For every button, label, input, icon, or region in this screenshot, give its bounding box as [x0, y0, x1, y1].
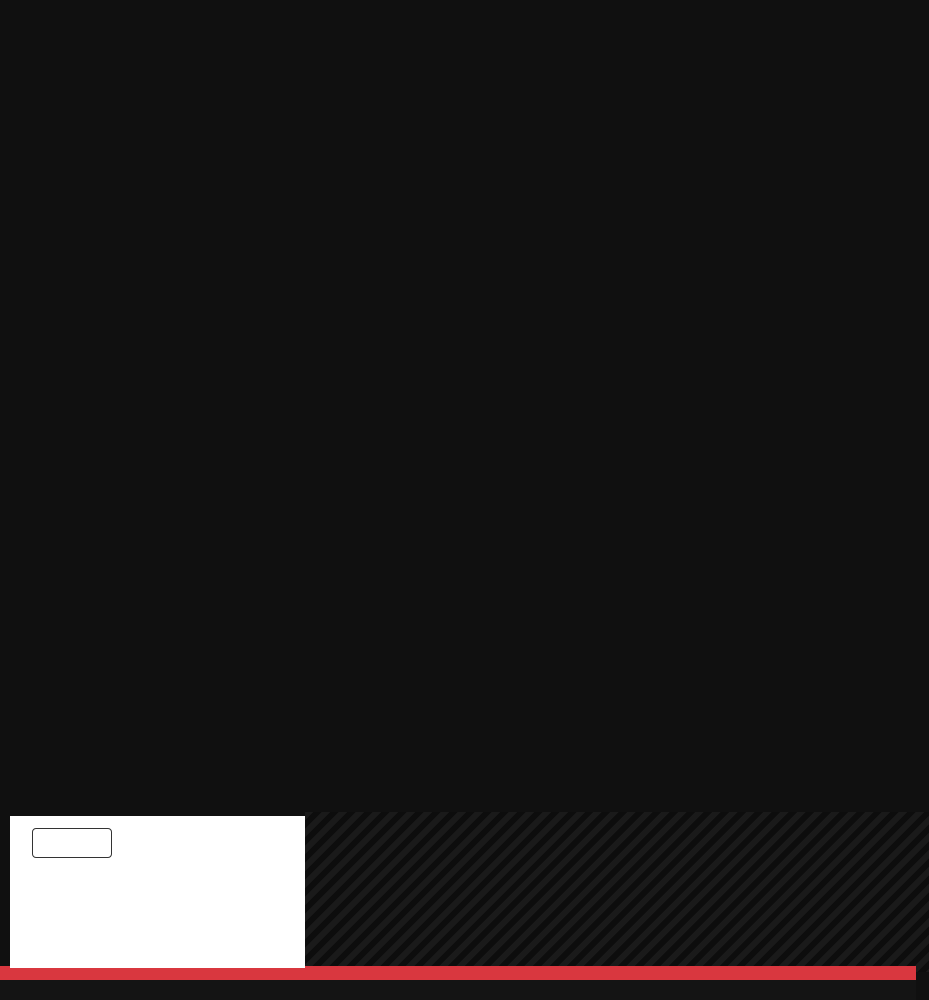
product-label [10, 816, 305, 968]
background-hatch-pattern [305, 812, 929, 972]
made-in-germany-badge [32, 828, 112, 858]
red-stripe [0, 966, 916, 980]
barcode [54, 872, 294, 942]
bottom-dark-stripe [0, 980, 916, 1000]
german-flag-icon [37, 834, 57, 851]
